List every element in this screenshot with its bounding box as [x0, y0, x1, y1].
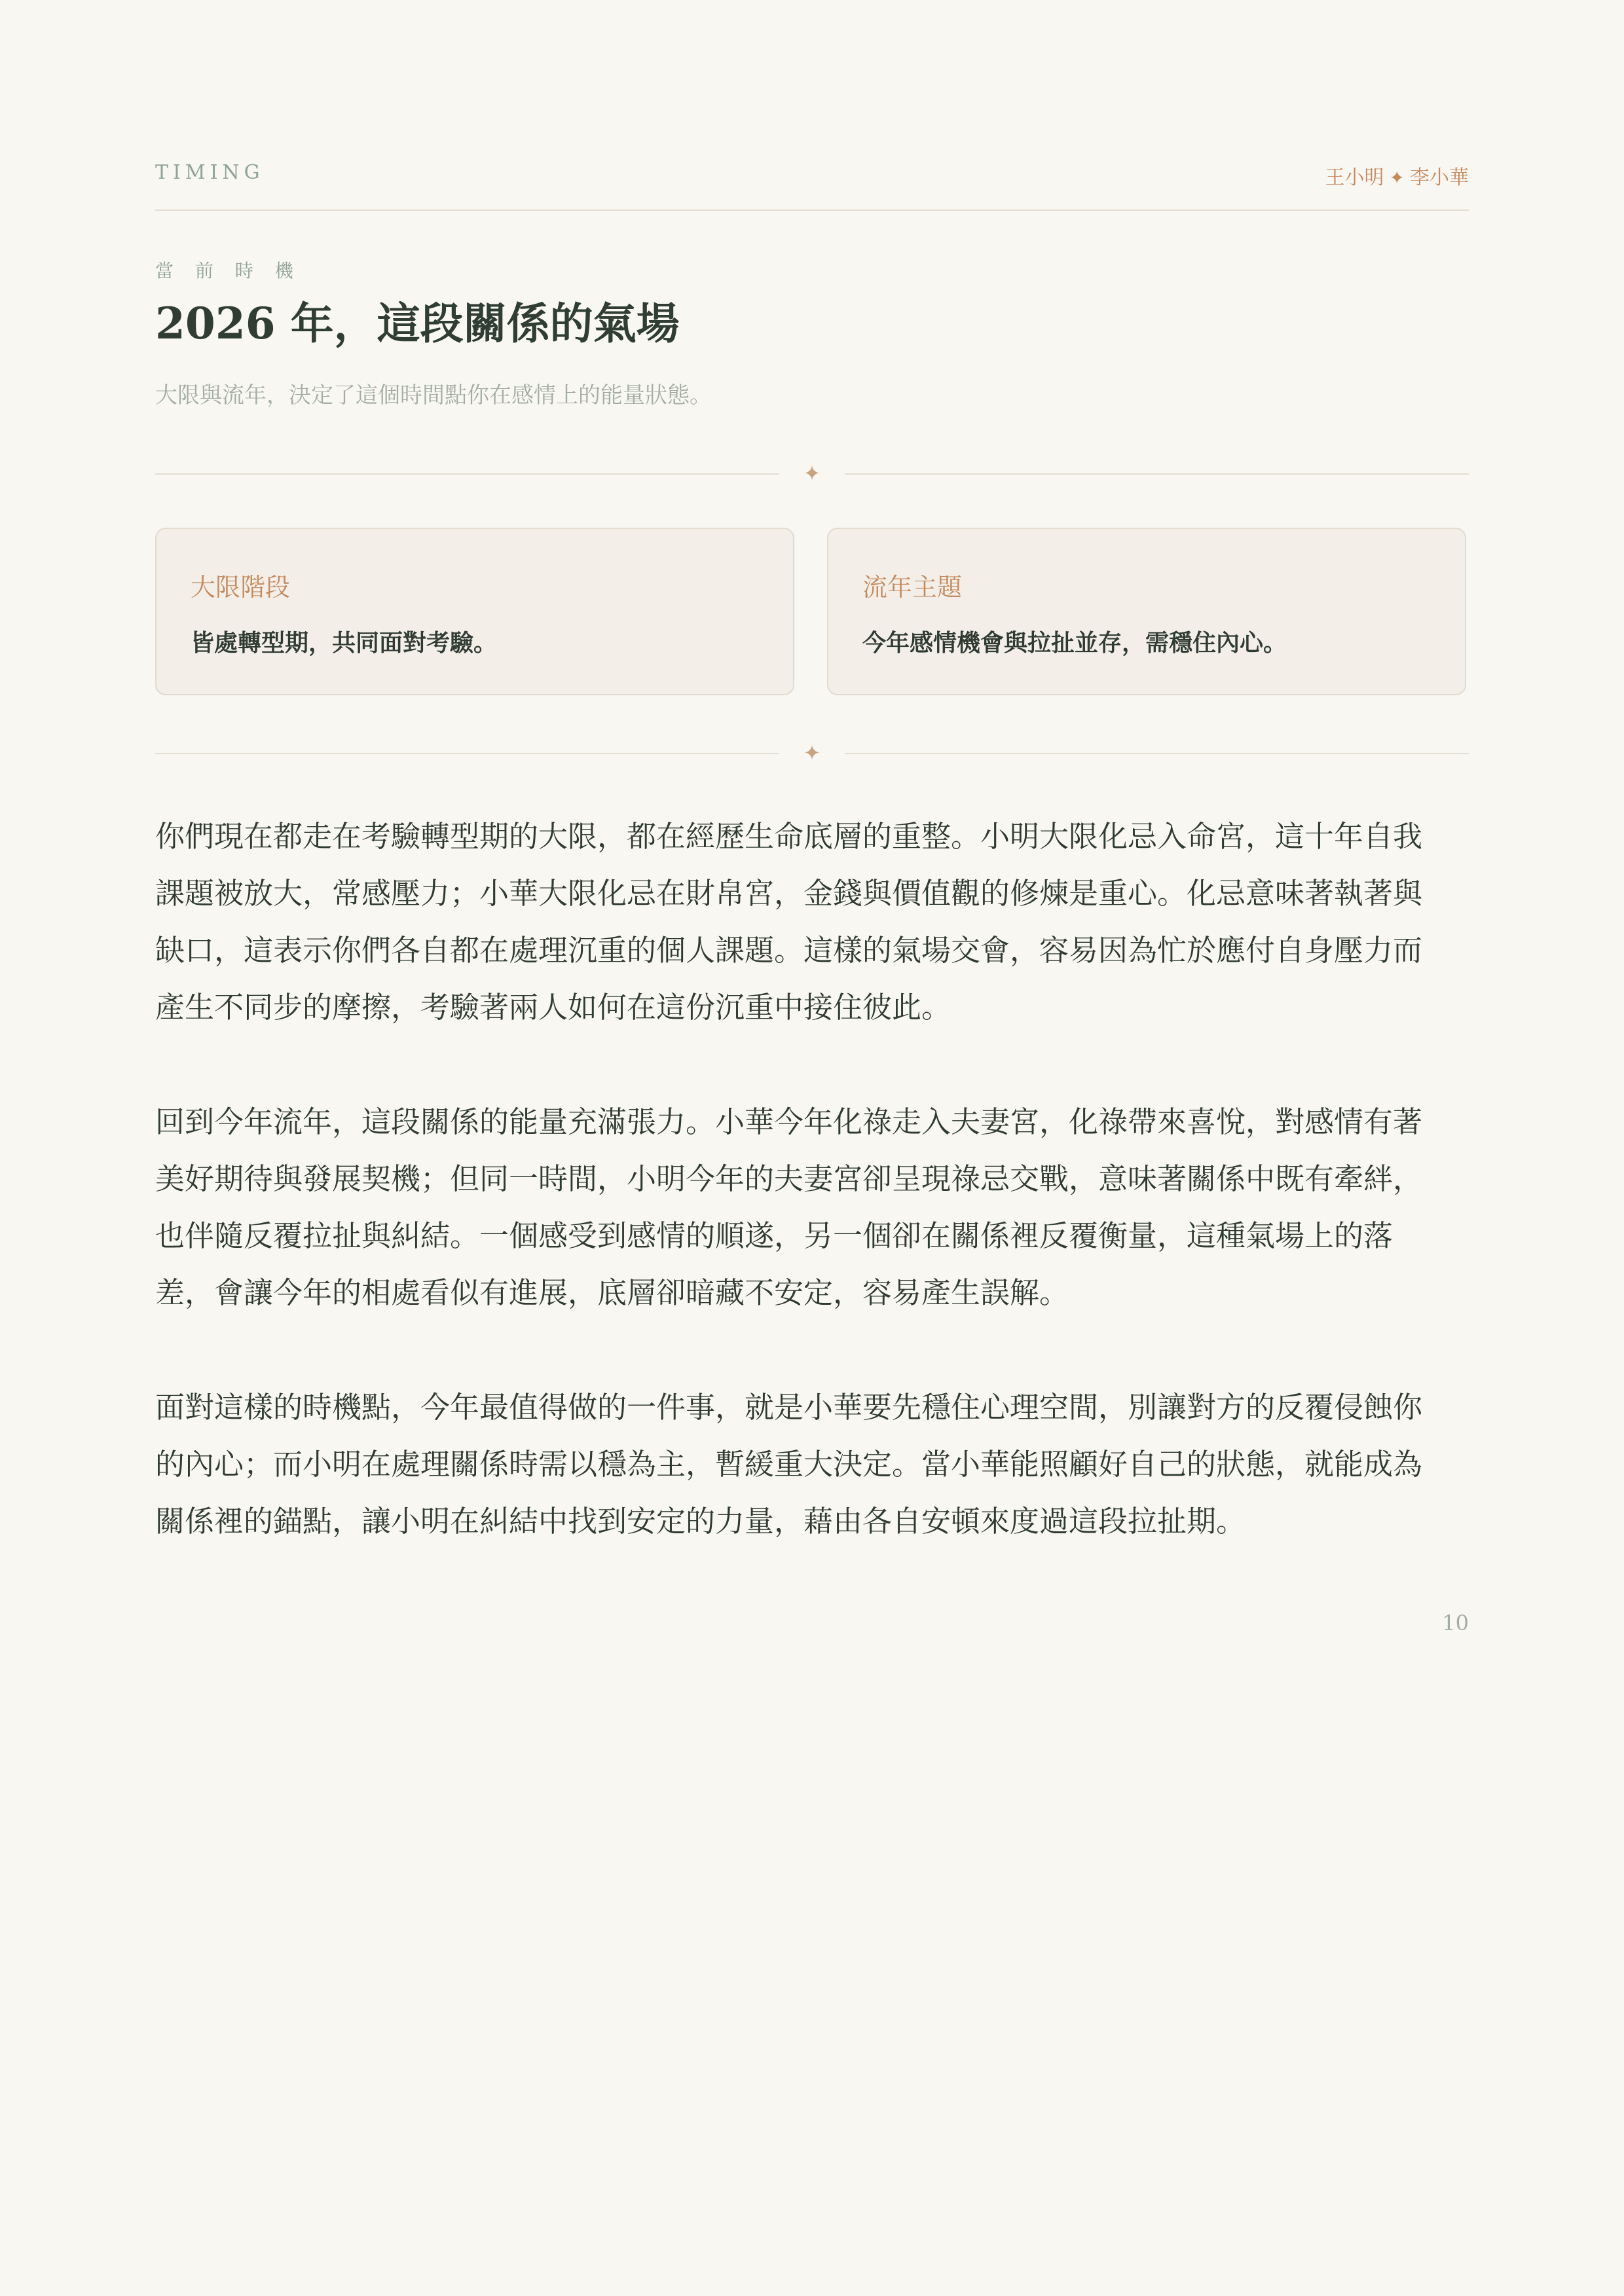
divider-line-left	[155, 753, 779, 754]
page-header	[155, 161, 1469, 187]
divider-line-right	[845, 753, 1469, 754]
couple-names	[1325, 161, 1469, 190]
star-icon: ✦	[803, 740, 821, 765]
card-annual-theme	[827, 528, 1466, 695]
ornament-divider	[155, 460, 1469, 486]
card-text: 今年感情機會與拉扯並存，需穩住內心。	[862, 629, 1287, 657]
section-label: TIMING	[155, 161, 265, 184]
summary-cards	[155, 528, 1469, 697]
card-major-period	[155, 528, 794, 695]
name-first: 王小明	[1325, 166, 1384, 189]
page-number: 10	[1442, 1611, 1469, 1635]
paragraph-major-period	[155, 808, 1422, 1036]
text-line: 的內心；而小明在處理關係時需以穩為主，暫緩重大決定。當小華能照顧好自己的狀態，就能成為	[155, 1447, 1423, 1482]
page-title: 2026 年，這段關係的氣場	[155, 298, 680, 349]
header-divider	[155, 210, 1469, 211]
page-subtitle: 大限與流年，決定了這個時間點你在感情上的能量狀態。	[155, 382, 712, 409]
card-label: 流年主題	[862, 573, 963, 602]
ornament-divider	[155, 740, 1469, 766]
section-eyebrow: 當 前 時 機	[155, 260, 301, 282]
star-icon: ✦	[1389, 167, 1405, 189]
document-page	[155, 0, 1469, 2296]
name-second: 李小華	[1410, 166, 1469, 189]
text-line: 關係裡的錨點，讓小明在糾結中找到安定的力量，藉由各自安頓來度過這段拉扯期。	[155, 1504, 1246, 1539]
text-line: 缺口，這表示你們各自都在處理沉重的個人課題。這樣的氣場交會，容易因為忙於應付自身壓力而	[155, 933, 1423, 968]
divider-line-left	[155, 473, 779, 475]
text-line: 美好期待與發展契機；但同一時間，小明今年的夫妻宮卻呈現祿忌交戰，意味著關係中既有牽絆，	[155, 1161, 1423, 1196]
paragraph-advice	[155, 1379, 1422, 1550]
text-line: 你們現在都走在考驗轉型期的大限，都在經歷生命底層的重整。小明大限化忌入命宮，這十年自我	[155, 819, 1423, 854]
star-icon: ✦	[803, 461, 821, 486]
text-line: 差，會讓今年的相處看似有進展，底層卻暗藏不安定，容易產生誤解。	[155, 1275, 1069, 1310]
paragraph-annual	[155, 1093, 1422, 1321]
text-line: 產生不同步的摩擦，考驗著兩人如何在這份沉重中接住彼此。	[155, 990, 951, 1025]
card-label: 大限階段	[191, 573, 291, 602]
card-text: 皆處轉型期，共同面對考驗。	[191, 629, 498, 657]
text-line: 回到今年流年，這段關係的能量充滿張力。小華今年化祿走入夫妻宮，化祿帶來喜悅，對感情有著	[155, 1104, 1423, 1139]
text-line: 課題被放大，常感壓力；小華大限化忌在財帛宮，金錢與價值觀的修煉是重心。化忌意味著執著與	[155, 876, 1423, 911]
text-line: 面對這樣的時機點，今年最值得做的一件事，就是小華要先穩住心理空間，別讓對方的反覆侵蝕你	[155, 1390, 1423, 1425]
divider-line-right	[845, 473, 1469, 475]
text-line: 也伴隨反覆拉扯與糾結。一個感受到感情的順遂，另一個卻在關係裡反覆衡量，這種氣場上的落	[155, 1218, 1393, 1253]
